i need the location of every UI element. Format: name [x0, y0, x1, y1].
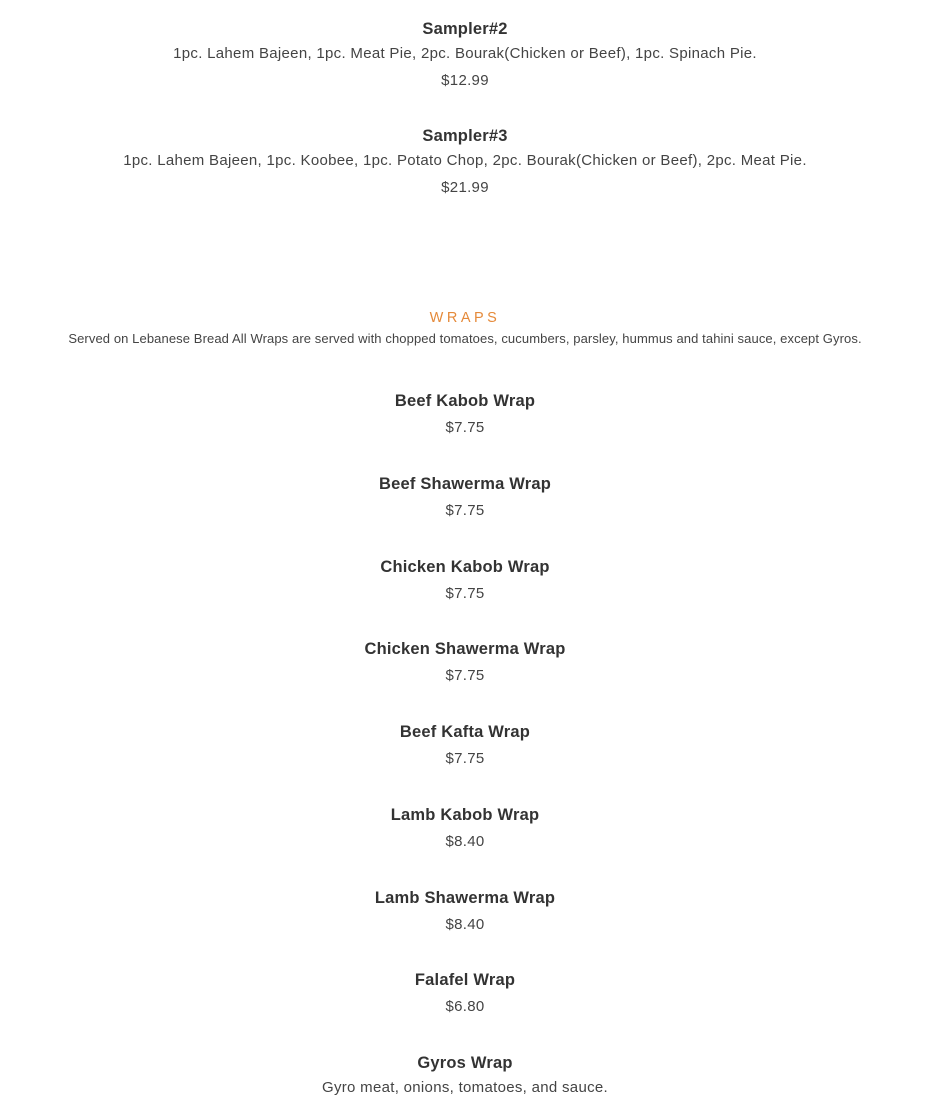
wraps-section-header [0, 309, 930, 347]
menu-item-name: Chicken Kabob Wrap [380, 558, 550, 576]
menu-item-price: $8.40 [445, 833, 485, 850]
menu-item-lamb-kabob-wrap [0, 805, 930, 852]
menu-item-price: $21.99 [441, 179, 489, 196]
menu-item-price: $7.75 [445, 667, 485, 684]
menu-item-beef-kabob-wrap [0, 391, 930, 438]
menu-item-gyros-wrap [0, 1053, 930, 1098]
menu-item-price: $7.75 [445, 585, 485, 602]
menu-item-name: Sampler#3 [422, 127, 508, 145]
menu-item-price: $7.75 [445, 750, 485, 767]
menu-item-price: $7.75 [445, 502, 485, 519]
menu-item-beef-shawerma-wrap [0, 474, 930, 521]
menu-item-name: Gyros Wrap [417, 1054, 513, 1072]
menu-item-price: $8.40 [445, 916, 485, 933]
section-subtitle: Served on Lebanese Bread All Wraps are served with chopped tomatoes, cucumbers, parsley, hummus and tahini sauce, except Gyros. [68, 331, 862, 346]
menu-item-description: Gyro meat, onions, tomatoes, and sauce. [321, 1079, 608, 1096]
section-title: WRAPS [429, 310, 501, 326]
menu-item-beef-kafta-wrap [0, 722, 930, 769]
menu-item-chicken-shawerma-wrap [0, 639, 930, 686]
menu-item-name: Beef Kafta Wrap [399, 723, 531, 741]
menu-item-name: Sampler#2 [422, 20, 508, 38]
menu-item-sampler-3 [0, 126, 930, 198]
menu-item-chicken-kabob-wrap [0, 557, 930, 604]
menu-item-falafel-wrap [0, 970, 930, 1017]
menu-item-description: 1pc. Lahem Bajeen, 1pc. Meat Pie, 2pc. Bourak(Chicken or Beef), 1pc. Spinach Pie. [173, 45, 757, 62]
menu-item-name: Chicken Shawerma Wrap [364, 640, 566, 658]
menu-item-sampler-2 [0, 19, 930, 91]
menu-item-description: 1pc. Lahem Bajeen, 1pc. Koobee, 1pc. Potato Chop, 2pc. Bourak(Chicken or Beef), 2pc. Meat Pie. [123, 152, 807, 169]
menu-item-name: Lamb Shawerma Wrap [374, 889, 556, 907]
menu-item-name: Lamb Kabob Wrap [390, 806, 540, 824]
menu-item-price: $6.80 [445, 998, 485, 1015]
menu-item-name: Beef Shawerma Wrap [378, 475, 552, 493]
menu-item-price: $7.75 [445, 419, 485, 436]
menu-item-name: Falafel Wrap [414, 971, 516, 989]
menu-item-lamb-shawerma-wrap [0, 888, 930, 935]
menu-item-price: $12.99 [441, 72, 489, 89]
menu-item-name: Beef Kabob Wrap [394, 392, 536, 410]
